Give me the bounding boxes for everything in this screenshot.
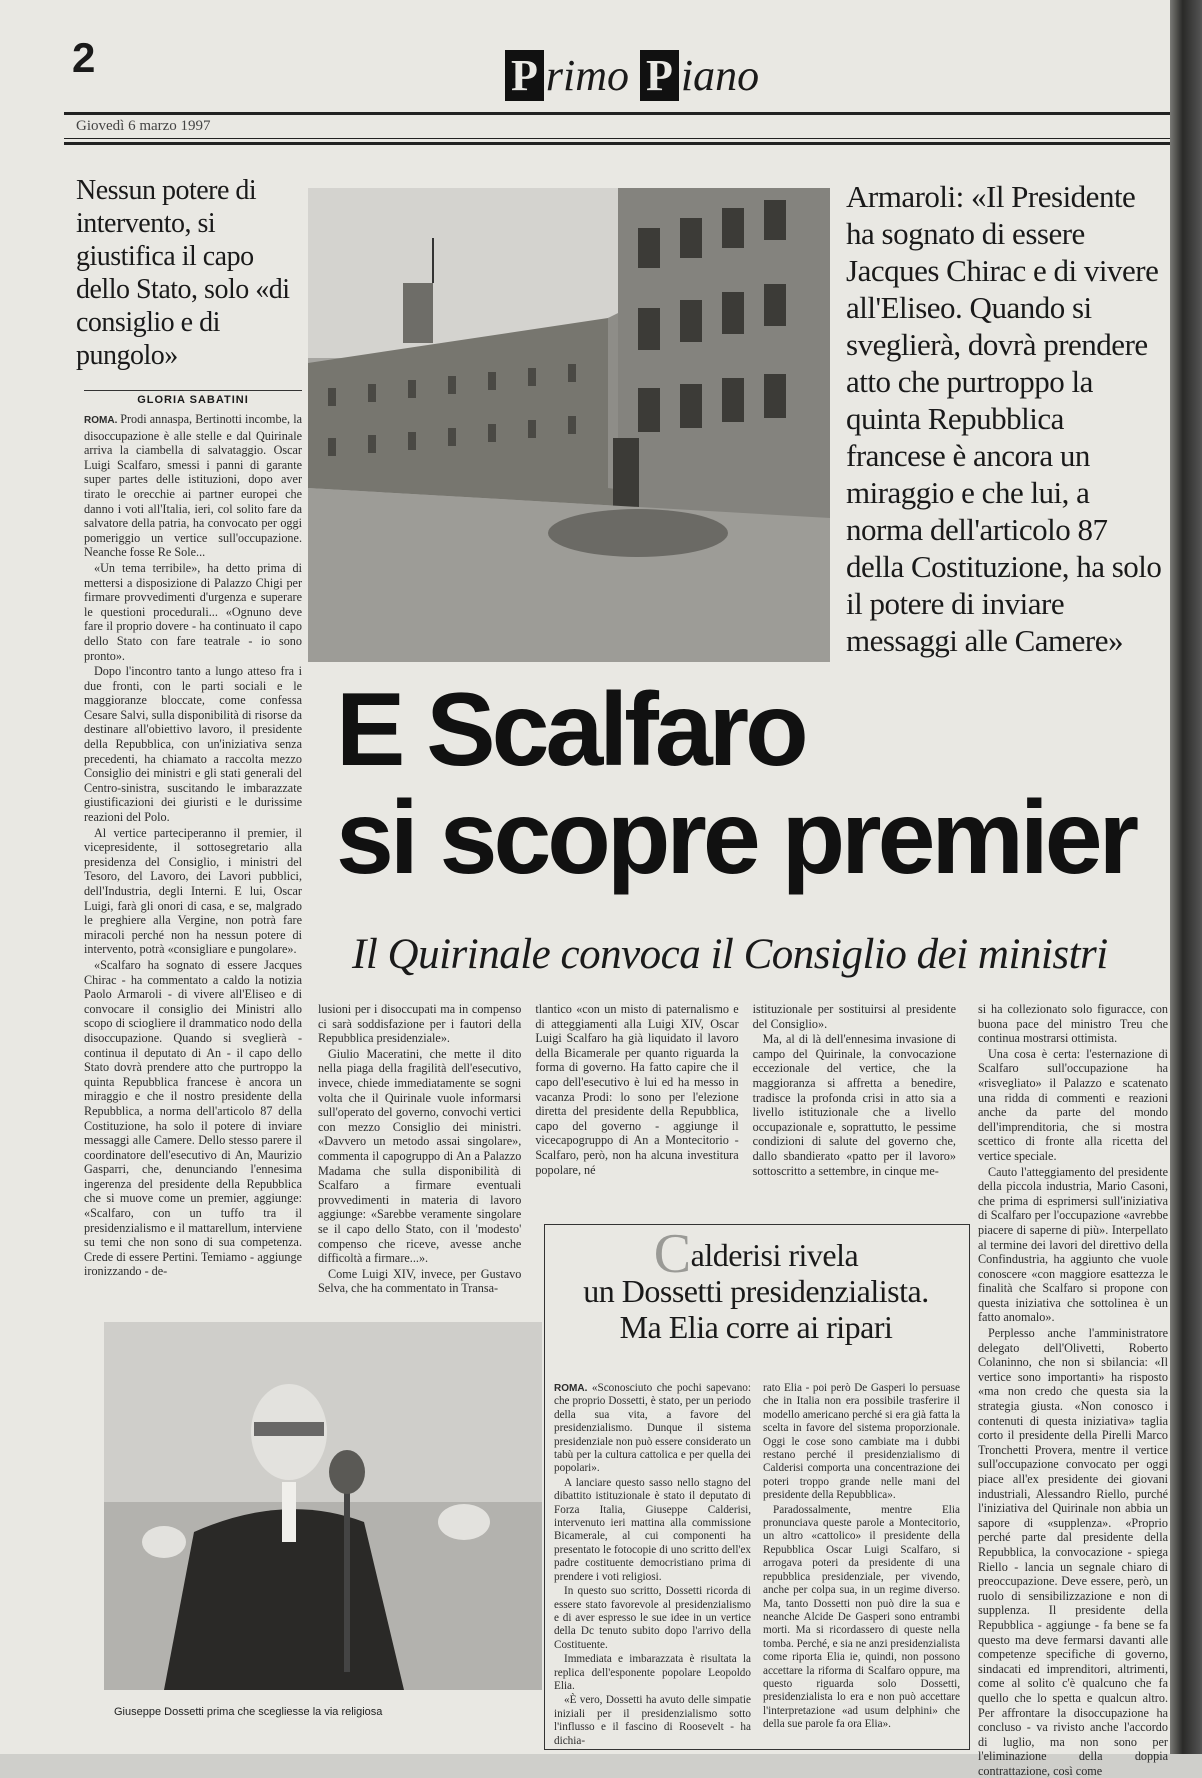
article-column-5 [978,1002,1168,1778]
article-paragraph: si ha collezionato solo figuracce, con buona pace del ministro Treu che continua mostrarsi ottimista. [978,1002,1168,1046]
header-rule [64,112,1170,115]
header-rule-thin [64,138,1170,139]
subheadline: Il Quirinale convoca il Consiglio dei ministri [352,931,1108,978]
boxed-paragraph: «È vero, Dossetti ha avuto delle simpatie iniziali per il presidenzialismo sotto l'influsso e il fascino di Roosevelt - ha dichia- [554,1694,751,1747]
article-paragraph: Cauto l'atteggiamento del presidente della piccola industria, Mario Casoni, che prima di esprimersi sull'iniziativa di Scalfaro per l'occupazione «avrebbe piacere di saperne di più». Interpellato al termine dei lavori del direttivo della Confindustria, ha aggiunto che vuole conoscere «con maggiore esattezza le finalità che Scalfaro si propone con questa iniziativa che sottolinea è un fatto anomalo». [978,1164,1168,1325]
quirinale-palace-photo [308,188,830,662]
pull-quote: Armaroli: «Il Presidente ha sognato di essere Jacques Chirac e di vivere all'Eliseo. Quando si sveglierà, dovrà prendere atto che purtroppo la quinta Repubblica francese è ancora un miraggio e che lui, a norma dell'articolo 87 della Costituzione, ha solo il potere di inviare messaggi alle Camere» [846,179,1162,658]
boxed-paragraph: «Sconosciuto che pochi sapevano: che proprio Dossetti, è stato, per un periodo della sua vita, a favore del presidenzialismo. Dunque il sistema presidenziale non può essere considerato un tabù per la cultura cattolica e per quella dei popolari». [554,1382,751,1475]
article-column-1: ROMA. Prodi annaspa, Bertinotti incombe, la disoccupazione è alle stelle e dal Quirinale arriva la ciambella di salvataggio. Oscar Luigi Scalfaro, smessi i panni di garante super partes delle istituzioni, dopo aver tirato le orecchie ai partner europei che danno i voti all'Italia, ieri, col solito fare da salvatore della patria, ha convocato per oggi pomeriggio un vertice sull'occupazione. Neanche fosse Re Sole... «Un tema terribile», ha detto prima di mettersi a disposizione di Palazzo Chigi per firmare provvedimenti d'urgenza e superare le questioni procedurali... «Ognuno deve fare il proprio dovere - ha continuato il capo dello Stato con fare teatrale - io sono pronto». Dopo l'incontro tanto a lungo atteso fra i due fronti, con le parti sociali e le maggioranze bloccate, come confessa Cesare Salvi, sulla disponibilità di risorse da destinare all'obiettivo lavoro, il presidente della Repubblica, con un'iniziativa senza precedenti, ha chiamato a raccolta mezzo Consiglio dei ministri e gli stati generali del Centro-sinistra, suscitando le imbarazzate giustificazioni dei giuristi e le durissime reazioni del Polo. Al vertice parteciperanno il premier, il vicepresidente, il sottosegretario alla presidenza del Consiglio, i ministri del Tesoro, del Lavoro, dei Lavori pubblici, dell'Industria, degli Interni. E lui, Oscar Luigi, farà gli onori di casa, e se, malgrado le preghiere alla Vergine, non potrà fare miracoli perché non ha nessun potere di intervento, potrà «consigliare e pungolare». «Scalfaro ha sognato di essere Jacques Chirac - ha commentato a caldo la notizia Paolo Armaroli - di vivere all'Eliseo e di convocare il consiglio dei Ministri allo scopo di sciogliere il drammatico nodo della disoccupazione. Quando si sveglierà - continua il deputato di An - il capo dello Stato dovrà prendere atto che purtroppo la quinta Repubblica francese è ancora un miraggio e che il nostro presidente della Repubblica, a norma dell'articolo 87 della Costituzione, ha solo il potere di inviare messaggi alle Camere. Dello stesso parere il coordinatore dell'esecutivo di An, Maurizio Gasparri, che, denunciando l'ennesima ingerenza del presidente della Repubblica che si muove come un premier, aggiunge: «Scalfaro, con un tuffo tra il presidenzialismo e il mattarellum, interviene su temi che non sono di sua competenza. Crede di essere Pertini. Temiamo - aggiunge ironizzando - de- [84,412,303,1279]
article-paragraph: «Un tema terribile», ha detto prima di mettersi a disposizione di Palazzo Chigi per firmare provvedimenti d'urgenza e superare le questioni procedurali... «Ognuno deve fare il proprio dovere - ha continuato il capo dello Stato con fare teatrale - io sono pronto». [84,560,302,663]
article-paragraph: Ma, al di là dell'ennesima invasione di campo del Quirinale, la convocazione eccezionale del vertice, che la maggioranza si affretta a benedire, tradisce la profonda crisi in atto sia a livello istituzionale che a livello occupazionale e, soprattutto, le pessime condizioni di salute del governo che, dallo sbandierato «patto per il lavoro» sottoscritto a settembre, in cinque me- [752,1032,956,1178]
byline: GLORIA SABATINI [84,390,302,406]
boxed-article-title [556,1223,956,1345]
article-paragraph: Dopo l'incontro tanto a lungo atteso fra i due fronti, con le parti sociali e le maggioranze bloccate, come confessa Cesare Salvi, sulla disponibilità di risorse da destinare all'obiettivo lavoro, il presidente della Repubblica, con un'iniziativa senza precedenti, ha chiamato a raccolta mezzo Consiglio dei ministri e gli stati generali del Centro-sinistra, suscitando le imbarazzate giustificazioni dei giuristi e le durissime reazioni del Polo. [84,664,302,825]
boxed-column-1: ROMA. «Sconosciuto che pochi sapevano: che proprio Dossetti, è stato, per un periodo della sua vita, a favore del presidenzialismo. Dunque il sistema presidenziale non può essere considerato un tabù per la cultura cattolica e per quella dei popolari». A lanciare questo sasso nello stagno del dibattito istituzionale è stato il deputato di Forza Italia, Giuseppe Calderisi, intervenuto ieri mattina alla commissione Bicamerale, al cui componenti ha presentato le fotocopie di uno scritto dell'ex padre costituente democristiano prima di prendere i voti religiosi. In questo suo scritto, Dossetti ricorda di essere stato favorevole al presidenzialismo e di aver espresso le sue idee in un vertice della Dc tenuto subito dopo l'arrivo della Costituente. Immediata e imbarazzata è risultata la replica dell'esponente popolare Leopoldo Elia. «È vero, Dossetti ha avuto delle simpatie iniziali per il presidenzialismo sotto l'influsso e il fascino di Roosevelt - ha dichia- [554,1382,751,1747]
headline-line-2: si scopre premier [336,780,1136,896]
title-line-2: un Dossetti presidenzialista. [583,1273,929,1309]
article-paragraph: Prodi annaspa, Bertinotti incombe, la disoccupazione è alle stelle e dal Quirinale arriva la ciambella di salvataggio. Oscar Luigi Scalfaro, smessi i panni di garante super partes delle istituzioni, dopo aver tirato le orecchie ai partner europei che danno i voti all'Italia, ieri, col solito fare da salvatore della patria, ha convocato per oggi pomeriggio un vertice sull'occupazione. Neanche fosse Re Sole... [84,412,303,560]
boxed-article-columns [554,1382,960,1747]
title-line-1: alderisi rivela [690,1237,859,1273]
dossetti-photo [104,1322,542,1690]
article-paragraph: Una cosa è certa: l'esternazione di Scalfaro sull'occupazione ha «risvegliato» il Palazzo e scatenato una ridda di commenti e reazioni anche da parte del mondo dell'imprenditoria, che si mostra scettico di fronte alla ricetta del vertice speciale. [978,1046,1168,1163]
masthead-cap-2: P [640,50,679,101]
article-paragraph: Perplesso anche l'amministratore delegato dell'Olivetti, Roberto Colaninno, che non si sbilancia: «Il vertice sono importanti» ha risposto «ma non credo che questa sia la strategia giusta. «Non conosco i contenuti di questa iniziativa» taglia corto il presidente della Pirelli Marco Tronchetti Provera, mentre il vertice sull'occupazione convocato per oggi piace all'ex presidente dei giovani industriali, Alessandro Riello, purché l'iniziativa del Quirinale non abbia un sapore di «supplenza». «Proprio perché parte dal presidente della Repubblica, la convocazione - spiega Riello - lancia un segnale chiaro di preoccupazione. Deve essere, però, un ruolo di sensibilizzazione e non di supplenza. Il presidente della Repubblica - aggiunge - fa bene se fa questo ma deve fermarsi davanti alle competenze specifiche di governo, sindacati ed imprenditori, altrimenti, come al solito c'è qualcuno che fa quello che lo spetta e qualcun altro. Per affrontare la disoccupazione ha concluso - va rivisto anche l'accordo di luglio, ma non sono per l'eliminazione della doppia contrattazione, così come [978,1326,1168,1778]
article-paragraph: «Scalfaro ha sognato di essere Jacques Chirac - ha commentato a caldo la notizia Paolo Armaroli - di vivere all'Eliseo e di convocare il consiglio dei Ministri allo scopo di sciogliere il drammatico nodo della disoccupazione. Quando si sveglierà - continua il deputato di An - il capo dello Stato dovrà prendere atto che purtroppo la quinta Repubblica francese è ancora un miraggio e che il nostro presidente della Repubblica, a norma dell'articolo 87 della Costituzione, ha solo il potere di inviare messaggi alle Camere. Dello stesso parere il coordinatore dell'esecutivo di An, Maurizio Gasparri, che, denunciando l'ennesima ingerenza del presidente della Repubblica che si muove come un premier, aggiunge: «Scalfaro, con un tuffo tra il presidenzialismo e il mattarellum, interviene su temi che non sono di sua competenza. Crede di essere Pertini. Temiamo - aggiunge ironizzando - de- [84,957,302,1279]
boxed-paragraph: Paradossalmente, mentre Elia pronunciava queste parole a Montecitorio, un altro «cattolico» il presidente della Repubblica Oscar Luigi Scalfaro, si arrogava poteri da presidente di una repubblica presidenziale, per vivendo, anche per colpa sua, in un regime diverso. Ma, tanto Dossetti non può dire la sua e neanche Alcide De Gasperi sono entrambi morti. Ma si ricordassero di queste nella tomba. Perché, e sia ne anzi presidenzialista come riporta Elia ie, quindi, non possono accettare la riforma di Scalfaro oppure, ma questo riguarda solo Dossetti, presidenzialista lo era e non può accettare l'interpretazione «ad usum delphini» che della sue parole fa ora Elia». [763,1503,960,1731]
boxed-location: ROMA [554,1383,585,1394]
boxed-paragraph: Immediata e imbarazzata è risultata la replica dell'esponente popolare Leopoldo Elia. [554,1653,751,1692]
boxed-paragraph: rato Elia - poi però De Gasperi lo persuase che in Italia non era possibile trasferire il modello americano perché si era già fatta la scelta in favore del sistema proporzionale. Oggi le cose sono cambiate ma i dubbi restano perché il presidenzialismo di Calderisi comporta una concentrazione dei poteri troppo grande nelle mani del presidente della Repubblica». [763,1382,960,1502]
article-paragraph: istituzionale per sostituirsi al presidente del Consiglio». [752,1002,956,1031]
title-drop-cap: C [653,1223,691,1285]
article-column-2 [318,1002,522,1296]
boxed-paragraph: In questo suo scritto, Dossetti ricorda di essere stato favorevole al presidenzialismo e di aver espresso le sue idee in un vertice della Dc tenuto subito dopo l'arrivo della Costituente. [554,1585,751,1651]
page-number: 2 [72,34,96,81]
article-paragraph: tlantico «con un misto di paternalismo e di atteggiamenti alla Luigi XIV, Oscar Luigi Scalfaro ha già liquidato il lavoro della Bicamerale per quanto riguarda la forma di governo. Ha fatto capire che il capo dell'esecutivo è lui ed ha messo in vacanza Prodi: lo sono per l'elezione diretta del presidente della Repubblica, capo del governo - aggiunge il vicecapogruppo di An a Montecitorio - Scalfaro, però, non ha alcuna investitura popolare, né [535,1002,739,1177]
masthead-cap-1: P [505,50,544,101]
article-paragraph: lusioni per i disoccupati ma in compenso ci sarà soddisfazione per i fautori della Repubblica presidenziale». [318,1002,522,1046]
boxed-column-2 [763,1382,960,1740]
photo-caption: Giuseppe Dossetti prima che scegliesse la via religiosa [114,1706,383,1718]
masthead-word-1: rimo [545,51,641,100]
page-edge-shadow [1170,0,1202,1754]
article-paragraph: Giulio Maceratini, che mette il dito nella piaga della fragilità dell'esecutivo, invece, chiede immediatamente se sogni volta che il Quirinale vuole informarsi sull'operato del governo, convochi vertici con mezzo Consiglio dei ministri. «Davvero un metodo assai singolare», commenta il capogruppo di An a Palazzo Madama che sulla disponibilità di Scalfaro a firmare eventuali provvedimenti in materia di lavoro aggiunge: «Sarebbe veramente singolare se il capo dello Stato, con il 'modesto' compenso che riceve, avesse anche difficoltà a firmare...». [318,1046,522,1266]
main-headline [336,672,1166,896]
masthead [505,50,759,101]
headline-line-1: E Scalfaro [336,672,805,788]
side-headline: Nessun potere di intervento, si giustifica il capo dello Stato, solo «di consiglio e di pungolo» [76,175,290,371]
masthead-word-2: iano [680,51,760,100]
article-paragraph: Al vertice parteciperanno il premier, il vicepresidente, il sottosegretario alla presidenza del Consiglio, i ministri del Tesoro, del Lavoro, dei Lavori pubblici, dell'Industria, degli Interni. E lui, Oscar Luigi, farà gli onori di casa, e se, malgrado le preghiere alla Vergine, non potrà fare miracoli perché non ha nessun potere di intervento, potrà «consigliare e pungolare». [84,825,302,957]
dateline: Giovedì 6 marzo 1997 [76,118,211,134]
title-line-3: Ma Elia corre ai ripari [619,1309,893,1345]
article-paragraph: Come Luigi XIV, invece, per Gustavo Selva, che ha commentato in Transa- [318,1266,522,1296]
article-location: ROMA [84,415,115,426]
boxed-paragraph: A lanciare questo sasso nello stagno del dibattito istituzionale è stato il deputato di Forza Italia, Giuseppe Calderisi, intervenuto ieri mattina alla commissione Bicamerale, al cui componenti ha presentato le fotocopie di uno scritto dell'ex padre costituente democristiano prima di prendere i voti religiosi. [554,1476,751,1583]
header-rule-thick [64,142,1170,145]
